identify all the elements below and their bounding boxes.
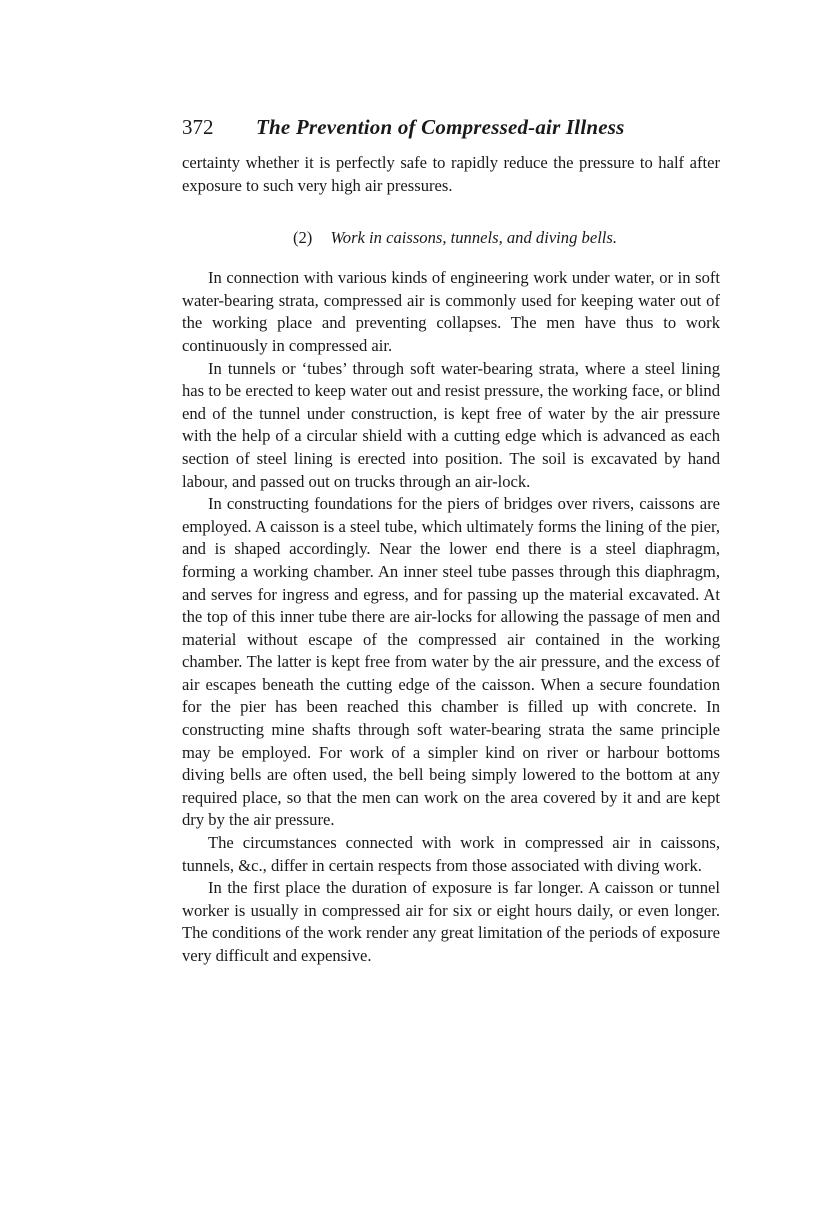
page-number: 372 [182, 115, 214, 139]
paragraph: In the first place the duration of exposure is far longer. A caisson or tunnel worker is usually in compressed air for six or eight hours daily, or even longer. The conditions of the work render any great limitation of the periods of exposure very difficult and expensive. [182, 878, 720, 965]
body-text [182, 152, 720, 968]
paragraph: The circumstances connected with work in compressed air in caissons, tunnels, &c., differ in certain respects from those associated with diving work. [182, 833, 720, 875]
page-header [182, 112, 722, 142]
continued-paragraph: certainty whether it is perfectly safe to rapidly reduce the pressure to half after exposure to such very high air pressures. [182, 153, 720, 195]
section-heading [182, 227, 720, 249]
running-title: The Prevention of Compressed-air Illness [256, 115, 625, 139]
section-title: Work in caissons, tunnels, and diving bells. [330, 228, 618, 248]
paragraph: In tunnels or ‘tubes’ through soft water-bearing strata, where a steel lining has to be erected to keep water out and resist pressure, the working face, or blind end of the tunnel under construction, is kept free of water by the air pressure with the help of a circular shield with a cutting edge which is advanced as each section of steel lining is erected into position. The soil is excavated by hand labour, and passed out on trucks through an air-lock. [182, 358, 720, 491]
section-number: (2) [292, 228, 313, 248]
paragraph: In connection with various kinds of engineering work under water, or in soft water-bearing strata, compressed air is commonly used for keeping water out of the working place and preventing collapses. The men have thus to work continuously in compressed air. [182, 268, 720, 355]
paragraph: In constructing foundations for the piers of bridges over rivers, caissons are employed. A caisson is a steel tube, which ultimately forms the lining of the pier, and is shaped accordingly. Near the lower end there is a steel diaphragm, forming a working chamber. An inner steel tube passes through this diaphragm, and serves for ingress and egress, and for passing up the material excavated. At the top of this inner tube there are air-locks for allowing the passage of men and material without escape of the compressed air contained in the working chamber. The latter is kept free from water by the air pressure, and the excess of air escapes beneath the cutting edge of the caisson. When a secure foundation for the pier has been reached this chamber is filled up with concrete. In constructing mine shafts through soft water-bearing strata the same principle may be employed. For work of a simpler kind on river or harbour bottoms diving bells are often used, the bell being simply lowered to the bottom at any required place, so that the men can work on the area covered by it and are kept dry by the air pressure. [182, 494, 720, 830]
